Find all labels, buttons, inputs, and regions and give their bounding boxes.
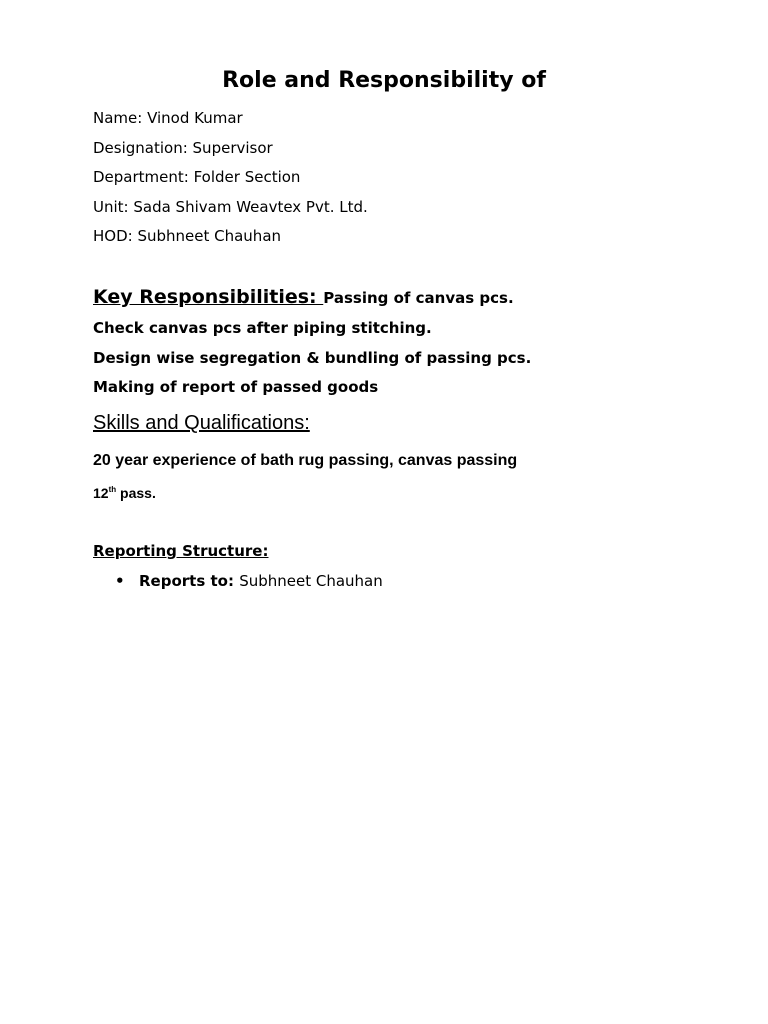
key-responsibilities-heading: Key Responsibilities:: [93, 286, 324, 308]
info-designation: Designation: Supervisor: [93, 139, 273, 157]
education-suffix: pass.: [116, 485, 156, 501]
reports-to-item: [115, 571, 383, 591]
info-unit: Unit: Sada Shivam Weavtex Pvt. Ltd.: [93, 198, 368, 216]
info-hod: HOD: Subhneet Chauhan: [93, 227, 282, 245]
education-superscript: th: [108, 485, 117, 494]
education-prefix: 12: [93, 485, 109, 501]
responsibility-item: Making of report of passed goods: [93, 378, 379, 396]
skill-experience: 20 year experience of bath rug passing, canvas passing: [93, 452, 518, 469]
responsibility-item: Design wise segregation & bundling of passing pcs.: [93, 349, 532, 367]
info-name: Name: Vinod Kumar: [93, 109, 243, 127]
responsibility-item: Check canvas pcs after piping stitching.: [93, 319, 432, 337]
skill-education: [93, 483, 156, 503]
info-department: Department: Folder Section: [93, 168, 301, 186]
key-responsibilities-section: [93, 284, 514, 311]
skills-heading: Skills and Qualifications:: [93, 412, 310, 434]
reporting-structure-heading: Reporting Structure:: [93, 542, 269, 560]
reports-to-label: Reports to:: [139, 572, 240, 590]
responsibility-item: Passing of canvas pcs.: [323, 289, 514, 307]
bullet-icon: •: [115, 572, 125, 590]
reports-to-value: Subhneet Chauhan: [239, 572, 383, 590]
document-title: Role and Responsibility of: [222, 68, 546, 93]
